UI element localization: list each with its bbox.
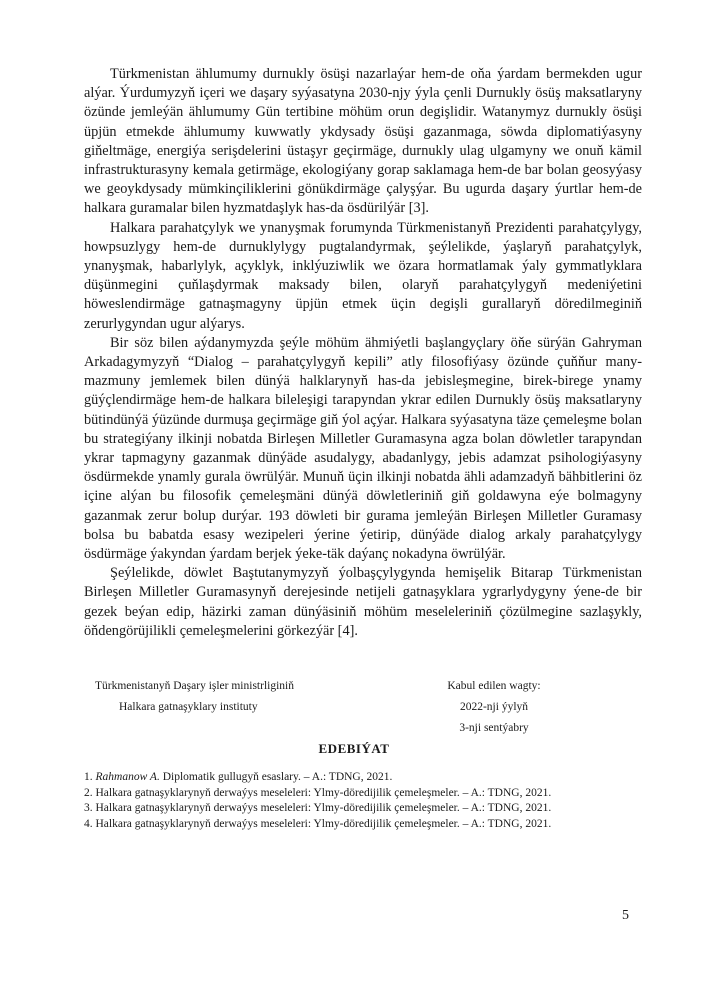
received-year: 2022-nji ýylyň — [459, 701, 529, 713]
paragraph: Şeýlelikde, döwlet Baştutanymyzyň ýolbaşçylygynda hemişelik Bitarap Türkmenistan Birleşen Milletler Guramasynyň derejesinde netijeli gatnaşyklara ygrarlydygyny ýene-de bir gezek beýan edip, häzirki zaman dünýäsiniň möhüm meseleleriniň çözülmegine sazlaşykly, öňdengörüjilikli çemeleşmelerini görkezýär [4]. — [84, 565, 642, 639]
body-text — [84, 65, 642, 641]
references-heading: EDEBIÝAT — [318, 741, 390, 756]
affiliation-line-2: Halkara gatnaşyklary instituty — [119, 701, 258, 713]
received-day: 3-nji sentýabry — [459, 722, 529, 734]
reference-item: 2. Halkara gatnaşyklarynyň derwaýys meseleleri: Ylmy-döredijilik çemeleşmeler. – A.: TDNG, 2021. — [84, 786, 552, 799]
reference-item: 3. Halkara gatnaşyklarynyň derwaýys meseleleri: Ylmy-döredijilik çemeleşmeler. – A.: TDNG, 2021. — [84, 802, 552, 815]
page-number: 5 — [622, 908, 629, 923]
paragraph: Türkmenistan ählumumy durnukly ösüşi nazarlaýar hem-de oňa ýardam bermekden ugur alýar. Ýurdumyzyň içeri we daşary syýasatyna 2030-njy ýyla çenli Durnukly ösüş maksatlaryny özünde jemleýän ählumumy Gün tertibine möhüm orun degişlidir. Watanymyz durnukly ösüşi üpjün etmekde ählumumy kuwwatly ykdysady ösüşi gazanmaga, söwda diplomatiýasyny giňeltmäge, energiýa serişdelerini üstaşyr geçirmäge, durnukly ulag ulgamyny we onuň kämil infrastrukturasyny kemala getirmäge, ekologiýany gorap saklamaga hem-de bar bolan geosyýasy we geoykdysady mümkinçiliklerini gönükdirmäge çalyşýar. Bu ugurda daşary ýurtlar hem-de halkara guramalar bilen hyzmatdaşlyk has-da ösdürilýär [3]. — [84, 66, 642, 217]
reference-item: 1. Rahmanow A. Diplomatik gullugyň esaslary. – A.: TDNG, 2021. — [84, 771, 393, 783]
paragraph: Halkara parahatçylyk we ynanyşmak forumynda Türkmenistanyň Prezidenti parahatçylygy, howpsuzlygy hem-de durnuklylygy pugtalandyrmak, şeýlelikde, ýaşlaryň parahatçylyk, ynanyşmak, habarlylyk, açyklyk, inklýuziwlik we özara hormatlamak ýaly gymmatlyklara düşünmegini çuňlaşdyrmak maksady bilen, olaryň parahatçylygyň medeniýetini höweslendirmäge gatnaşmagyny üpjün etmek üçin degişli gurallaryň döredilmeginiň zerurlygyndan ugur alýarys. — [84, 219, 642, 332]
reference-item: 4. Halkara gatnaşyklarynyň derwaýys meseleleri: Ylmy-döredijilik çemeleşmeler. – A.: TDNG, 2021. — [84, 817, 552, 830]
received-date — [434, 676, 554, 739]
references-list — [84, 770, 644, 832]
reference-author: Rahmanow A. — [95, 771, 160, 783]
received-label: Kabul edilen wagty: — [447, 680, 541, 692]
paragraph: Bir söz bilen aýdanymyzda şeýle möhüm ähmiýetli başlangyçlary öňe sürýän Gahryman Arkadagymyzyň “Dialog – parahatçylygyň kepili” atly filosofiýasy özünde çuňňur many-mazmuny jemlemek bilen dünýä halklarynyň has-da jebisleşmegine, birek-birege ynamy güýçlendirmäge hem-de halkara bileleşigi tarapyndan ykrar edilen Durnukly ösüş maksatlaryny bütindünýä ýüzünde durmuşa geçirmäge giň ýol açýar. Halkara syýasatyna täze çemeleşme bolan bu strategiýany ilkinji nobatda Birleşen Milletler Guramasyna agza bolan döwletler tarapyndan ykrar tapmagyny gazanmak dünýäde asudalygy, abadanlygy, jebis adamzat psihologiýasyny ösdürmekde ynamly gurala öwrülýär. Munuň üçin ilkinji nobatda ähli adamzadyň bähbitlerini öz içine alýan bu filosofik çemeleşmäni dünýä döwletleriniň giň goldawyna eýe bolmagyny gazanmak zerur bolup durýar. 193 döwleti bir gurama jemleýän Birleşen Milletler Guramasy bolsa bu babatda esasy wezipeleri ýerine ýetirip, dünýäde dialog arkaly parahatçylygy ösdürmäge ýakyndan ýardam berjek ýeke-täk daýanç nokadyna öwrülýär. — [84, 334, 642, 563]
affiliation-line-1: Türkmenistanyň Daşary işler ministrliginiň — [95, 680, 294, 692]
author-affiliation — [95, 676, 294, 718]
